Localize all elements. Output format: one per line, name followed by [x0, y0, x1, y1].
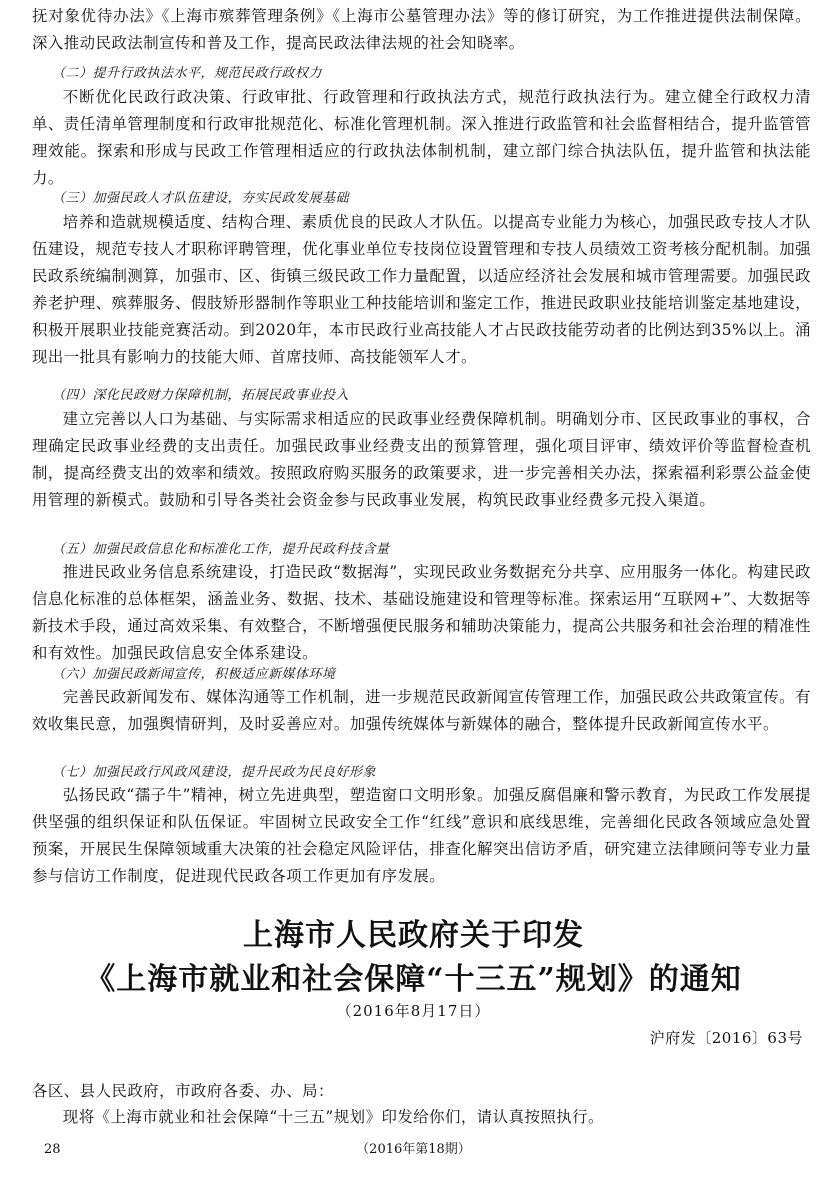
section-heading-7: （七）加强民政行风政风建设，提升民政为民良好形象 [52, 765, 377, 780]
section-heading-5: （五）加强民政信息化和标准化工作，提升民政科技含量 [52, 542, 390, 557]
paragraph-legal-revision: 抚对象优待办法》《上海市殡葬管理条例》《上海市公墓管理办法》等的修订研究，为工作推进提供法制保障。深入推动民政法制宣传和普及工作，提高民政法律法规的社会知晓率。 [32, 7, 811, 52]
section-heading-3: （三）加强民政人才队伍建设，夯实民政发展基础 [52, 191, 350, 206]
notice-addressee: 各区、县人民政府，市政府各委、办、局： [32, 1082, 334, 1100]
issue-label: （2016年第18期） [356, 1142, 471, 1157]
paragraph-section-7: 弘扬民政“孺子牛”精神，树立先进典型，塑造窗口文明形象。加强反腐倡廉和警示教育，为民政工作发展提供坚强的组织保证和队伍保证。牢固树立民政安全工作“红线”意识和底线思维，完善细化民政各领域应急处置预案，开展民生保障领域重大决策的社会稳定风险评估，排查化解突出信访矛盾，研究建立法律顾问等专业力量参与信访工作制度，促进现代民政各项工作更加有序发展。 [32, 786, 811, 885]
notice-date: （2016年8月17日） [336, 1002, 491, 1020]
notice-body: 现将《上海市就业和社会保障“十三五”规划》印发给你们，请认真按照执行。 [62, 1108, 604, 1126]
notice-title-line2: 《上海市就业和社会保障“十三五”规划》的通知 [85, 962, 742, 997]
document-number: 沪府发〔2016〕63号 [649, 1029, 803, 1047]
section-heading-2: （二）提升行政执法水平，规范民政行政权力 [52, 66, 323, 81]
paragraph-section-3: 培养和造就规模适度、结构合理、素质优良的民政人才队伍。以提高专业能力为核心，加强民政专技人才队伍建设，规范专技人才职称评聘管理，优化事业单位专技岗位设置管理和专技人员绩效工资考核分配机制。加强民政系统编制测算，加强市、区、街镇三级民政工作力量配置，以适应经济社会发展和城市管理需要。加强民政养老护理、殡葬服务、假肢矫形器制作等职业工种技能培训和鉴定工作，推进民政职业技能培训鉴定基地建设，积极开展职业技能竞赛活动。到2020年，本市民政行业高技能人才占民政技能劳动者的比例达到35%以上。涌现出一批具有影响力的技能大师、首席技师、高技能领军人才。 [32, 213, 811, 366]
paragraph-section-2: 不断优化民政行政决策、行政审批、行政管理和行政执法方式，规范行政执法行为。建立健全行政权力清单、责任清单管理制度和行政审批规范化、标准化管理机制。深入推进行政监管和社会监督相结合，提升监管管理效能。探索和形成与民政工作管理相适应的行政执法体制机制，建立部门综合执法队伍，提升监管和执法能力。 [32, 88, 811, 187]
notice-title-line1: 上海市人民政府关于印发 [243, 918, 584, 953]
section-heading-4: （四）深化民政财力保障机制，拓展民政事业投入 [52, 388, 350, 403]
paragraph-section-5: 推进民政业务信息系统建设，打造民政“数据海”，实现民政业务数据充分共享、应用服务一体化。构建民政信息化标准的总体框架，涵盖业务、数据、技术、基础设施建设和管理等标准。探索运用“互联网+”、大数据等新技术手段，通过高效采集、有效整合，不断增强便民服务和辅助决策能力，提高公共服务和社会治理的精准性和有效性。加强民政信息安全体系建设。 [32, 563, 811, 662]
section-heading-6: （六）加强民政新闻宣传，积极适应新媒体环境 [52, 667, 336, 682]
paragraph-section-4: 建立完善以人口为基础、与实际需求相适应的民政事业经费保障机制。明确划分市、区民政事业的事权，合理确定民政事业经费的支出责任。加强民政事业经费支出的预算管理，强化项目评审、绩效评价等监督检查机制，提高经费支出的效率和绩效。按照政府购买服务的政策要求，进一步完善相关办法，探索福利彩票公益金使用管理的新模式。鼓励和引导各类社会资金参与民政事业发展，构筑民政事业经费多元投入渠道。 [32, 410, 811, 509]
page-number: 28 [44, 1142, 61, 1157]
paragraph-section-6: 完善民政新闻发布、媒体沟通等工作机制，进一步规范民政新闻宣传管理工作，加强民政公共政策宣传。有效收集民意，加强舆情研判，及时妥善应对。加强传统媒体与新媒体的融合，整体提升民政新闻宣传水平。 [32, 688, 811, 733]
